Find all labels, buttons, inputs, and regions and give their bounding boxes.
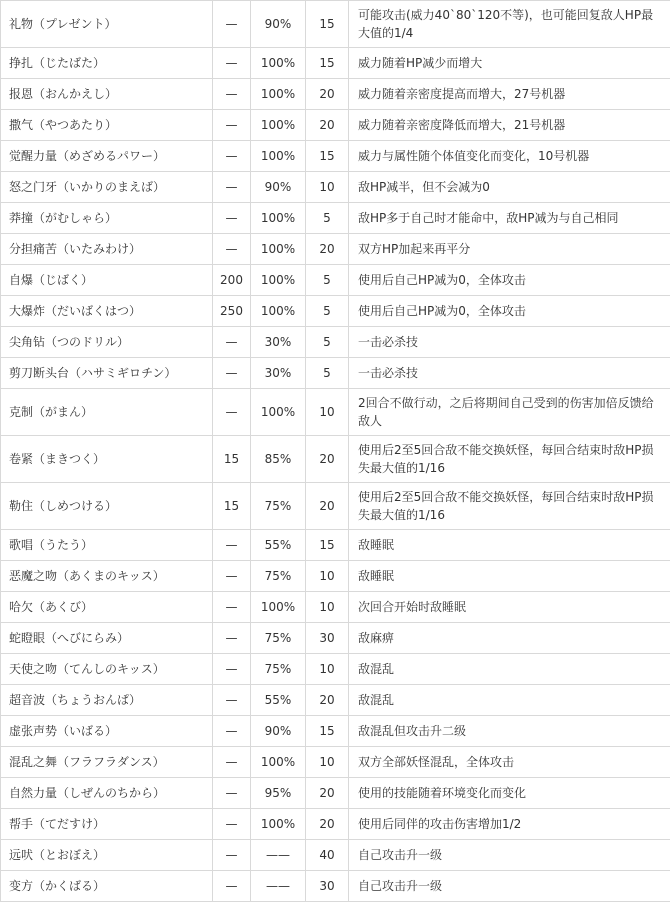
move-accuracy-cell: 90% xyxy=(251,1,306,48)
move-power-cell: — xyxy=(213,747,251,778)
move-pp-cell: 10 xyxy=(306,747,349,778)
move-effect-cell: 使用后2至5回合敌不能交换妖怪，每回合结束时敌HP损失最大值的1/16 xyxy=(349,483,670,530)
move-name-cell: 分担痛苦（いたみわけ） xyxy=(1,234,213,265)
move-pp-cell: 20 xyxy=(306,234,349,265)
move-power-cell: — xyxy=(213,716,251,747)
move-effect-cell: 敌混乱但攻击升二级 xyxy=(349,716,670,747)
table-row xyxy=(1,778,670,809)
move-name-cell: 大爆炸（だいばくはつ） xyxy=(1,296,213,327)
move-name-cell: 远吠（とおぼえ） xyxy=(1,840,213,871)
move-power-cell: — xyxy=(213,809,251,840)
move-power-cell: — xyxy=(213,141,251,172)
move-effect-cell: 使用后自己HP减为0，全体攻击 xyxy=(349,265,670,296)
move-name-cell: 报恩（おんかえし） xyxy=(1,79,213,110)
move-power-cell: 15 xyxy=(213,483,251,530)
move-accuracy-cell: 100% xyxy=(251,110,306,141)
move-accuracy-cell: 100% xyxy=(251,747,306,778)
move-pp-cell: 20 xyxy=(306,483,349,530)
move-power-cell: 15 xyxy=(213,436,251,483)
move-pp-cell: 15 xyxy=(306,141,349,172)
move-power-cell: 200 xyxy=(213,265,251,296)
move-effect-cell: 敌睡眠 xyxy=(349,561,670,592)
move-accuracy-cell: 75% xyxy=(251,654,306,685)
move-power-cell: — xyxy=(213,48,251,79)
table-row xyxy=(1,716,670,747)
table-row xyxy=(1,530,670,561)
move-effect-cell: 使用后同伴的攻击伤害增加1/2 xyxy=(349,809,670,840)
move-pp-cell: 30 xyxy=(306,623,349,654)
move-effect-cell: 敌混乱 xyxy=(349,654,670,685)
move-accuracy-cell: 100% xyxy=(251,592,306,623)
move-effect-cell: 威力与属性随个体值变化而变化，10号机器 xyxy=(349,141,670,172)
move-pp-cell: 15 xyxy=(306,530,349,561)
move-effect-cell: 使用后自己HP减为0，全体攻击 xyxy=(349,296,670,327)
move-name-cell: 卷紧（まきつく） xyxy=(1,436,213,483)
move-power-cell: — xyxy=(213,234,251,265)
move-pp-cell: 15 xyxy=(306,48,349,79)
move-pp-cell: 5 xyxy=(306,358,349,389)
move-name-cell: 自然力量（しぜんのちから） xyxy=(1,778,213,809)
table-row xyxy=(1,592,670,623)
move-power-cell: 250 xyxy=(213,296,251,327)
move-name-cell: 礼物（プレゼント） xyxy=(1,1,213,48)
move-name-cell: 剪刀断头台（ハサミギロチン） xyxy=(1,358,213,389)
move-power-cell: — xyxy=(213,871,251,902)
table-row xyxy=(1,436,670,483)
move-effect-cell: 双方HP加起来再平分 xyxy=(349,234,670,265)
move-accuracy-cell: 85% xyxy=(251,436,306,483)
move-effect-cell: 敌睡眠 xyxy=(349,530,670,561)
move-effect-cell: 一击必杀技 xyxy=(349,358,670,389)
move-effect-cell: 威力随着HP减少而增大 xyxy=(349,48,670,79)
move-effect-cell: 威力随着亲密度提高而增大，27号机器 xyxy=(349,79,670,110)
move-accuracy-cell: 100% xyxy=(251,265,306,296)
move-effect-cell: 使用后2至5回合敌不能交换妖怪，每回合结束时敌HP损失最大值的1/16 xyxy=(349,436,670,483)
move-pp-cell: 10 xyxy=(306,172,349,203)
move-pp-cell: 10 xyxy=(306,561,349,592)
table-row xyxy=(1,840,670,871)
table-row xyxy=(1,654,670,685)
move-power-cell: — xyxy=(213,623,251,654)
move-pp-cell: 10 xyxy=(306,389,349,436)
move-pp-cell: 20 xyxy=(306,79,349,110)
move-effect-cell: 使用的技能随着环境变化而变化 xyxy=(349,778,670,809)
move-accuracy-cell: 100% xyxy=(251,296,306,327)
table-row xyxy=(1,809,670,840)
move-accuracy-cell: 100% xyxy=(251,48,306,79)
move-pp-cell: 40 xyxy=(306,840,349,871)
move-pp-cell: 5 xyxy=(306,296,349,327)
table-row xyxy=(1,358,670,389)
move-name-cell: 混乱之舞（フラフラダンス） xyxy=(1,747,213,778)
move-effect-cell: 敌HP减半，但不会减为0 xyxy=(349,172,670,203)
move-accuracy-cell: 100% xyxy=(251,79,306,110)
move-effect-cell: 敌混乱 xyxy=(349,685,670,716)
move-accuracy-cell: 30% xyxy=(251,327,306,358)
move-effect-cell: 敌HP多于自己时才能命中，敌HP减为与自己相同 xyxy=(349,203,670,234)
move-power-cell: — xyxy=(213,840,251,871)
move-effect-cell: 一击必杀技 xyxy=(349,327,670,358)
move-accuracy-cell: 55% xyxy=(251,685,306,716)
move-name-cell: 觉醒力量（めざめるパワー） xyxy=(1,141,213,172)
move-power-cell: — xyxy=(213,389,251,436)
move-accuracy-cell: 100% xyxy=(251,389,306,436)
move-name-cell: 自爆（じばく） xyxy=(1,265,213,296)
move-effect-cell: 威力随着亲密度降低而增大，21号机器 xyxy=(349,110,670,141)
table-row xyxy=(1,296,670,327)
move-name-cell: 超音波（ちょうおんぱ） xyxy=(1,685,213,716)
table-row xyxy=(1,623,670,654)
move-power-cell: — xyxy=(213,561,251,592)
move-power-cell: — xyxy=(213,778,251,809)
move-pp-cell: 20 xyxy=(306,685,349,716)
move-accuracy-cell: 90% xyxy=(251,172,306,203)
move-name-cell: 撒气（やつあたり） xyxy=(1,110,213,141)
move-accuracy-cell: 100% xyxy=(251,809,306,840)
table-row xyxy=(1,483,670,530)
move-name-cell: 蛇瞪眼（へびにらみ） xyxy=(1,623,213,654)
move-pp-cell: 5 xyxy=(306,203,349,234)
table-row xyxy=(1,172,670,203)
move-pp-cell: 5 xyxy=(306,327,349,358)
move-accuracy-cell: —— xyxy=(251,871,306,902)
move-pp-cell: 15 xyxy=(306,716,349,747)
move-accuracy-cell: 95% xyxy=(251,778,306,809)
move-name-cell: 尖角钻（つのドリル） xyxy=(1,327,213,358)
move-power-cell: — xyxy=(213,358,251,389)
move-accuracy-cell: 75% xyxy=(251,483,306,530)
move-pp-cell: 30 xyxy=(306,871,349,902)
table-row xyxy=(1,1,670,48)
move-effect-cell: 2回合不做行动，之后将期间自己受到的伤害加倍反馈给敌人 xyxy=(349,389,670,436)
table-row xyxy=(1,327,670,358)
move-effect-cell: 可能攻击(威力40`80`120不等)，也可能回复敌人HP最大值的1/4 xyxy=(349,1,670,48)
move-power-cell: — xyxy=(213,654,251,685)
move-pp-cell: 5 xyxy=(306,265,349,296)
move-name-cell: 怒之门牙（いかりのまえば） xyxy=(1,172,213,203)
move-name-cell: 帮手（てだすけ） xyxy=(1,809,213,840)
move-accuracy-cell: 30% xyxy=(251,358,306,389)
table-row xyxy=(1,685,670,716)
move-name-cell: 虚张声势（いばる） xyxy=(1,716,213,747)
move-accuracy-cell: 90% xyxy=(251,716,306,747)
table-row xyxy=(1,747,670,778)
move-accuracy-cell: 100% xyxy=(251,234,306,265)
move-name-cell: 恶魔之吻（あくまのキッス） xyxy=(1,561,213,592)
move-accuracy-cell: —— xyxy=(251,840,306,871)
table-row xyxy=(1,110,670,141)
move-name-cell: 勒住（しめつける） xyxy=(1,483,213,530)
table-row xyxy=(1,871,670,902)
move-power-cell: — xyxy=(213,79,251,110)
move-accuracy-cell: 100% xyxy=(251,141,306,172)
table-row xyxy=(1,234,670,265)
move-pp-cell: 20 xyxy=(306,778,349,809)
move-pp-cell: 10 xyxy=(306,654,349,685)
moves-table-body xyxy=(1,1,670,902)
move-accuracy-cell: 100% xyxy=(251,203,306,234)
move-accuracy-cell: 75% xyxy=(251,561,306,592)
move-power-cell: — xyxy=(213,685,251,716)
move-accuracy-cell: 75% xyxy=(251,623,306,654)
move-name-cell: 克制（がまん） xyxy=(1,389,213,436)
move-name-cell: 挣扎（じたばた） xyxy=(1,48,213,79)
move-name-cell: 莽撞（がむしゃら） xyxy=(1,203,213,234)
move-power-cell: — xyxy=(213,203,251,234)
move-name-cell: 变方（かくばる） xyxy=(1,871,213,902)
move-pp-cell: 20 xyxy=(306,436,349,483)
move-pp-cell: 15 xyxy=(306,1,349,48)
move-power-cell: — xyxy=(213,592,251,623)
move-name-cell: 歌唱（うたう） xyxy=(1,530,213,561)
move-accuracy-cell: 55% xyxy=(251,530,306,561)
move-effect-cell: 双方全部妖怪混乱，全体攻击 xyxy=(349,747,670,778)
table-row xyxy=(1,203,670,234)
move-effect-cell: 敌麻痹 xyxy=(349,623,670,654)
move-pp-cell: 10 xyxy=(306,592,349,623)
table-row xyxy=(1,561,670,592)
table-row xyxy=(1,141,670,172)
move-power-cell: — xyxy=(213,530,251,561)
table-row xyxy=(1,389,670,436)
move-power-cell: — xyxy=(213,327,251,358)
move-pp-cell: 20 xyxy=(306,809,349,840)
table-row xyxy=(1,79,670,110)
move-power-cell: — xyxy=(213,172,251,203)
move-effect-cell: 自己攻击升一级 xyxy=(349,840,670,871)
table-row xyxy=(1,265,670,296)
move-pp-cell: 20 xyxy=(306,110,349,141)
move-effect-cell: 自己攻击升一级 xyxy=(349,871,670,902)
table-row xyxy=(1,48,670,79)
move-power-cell: — xyxy=(213,110,251,141)
move-name-cell: 天使之吻（てんしのキッス） xyxy=(1,654,213,685)
move-name-cell: 哈欠（あくび） xyxy=(1,592,213,623)
move-effect-cell: 次回合开始时敌睡眠 xyxy=(349,592,670,623)
move-power-cell: — xyxy=(213,1,251,48)
